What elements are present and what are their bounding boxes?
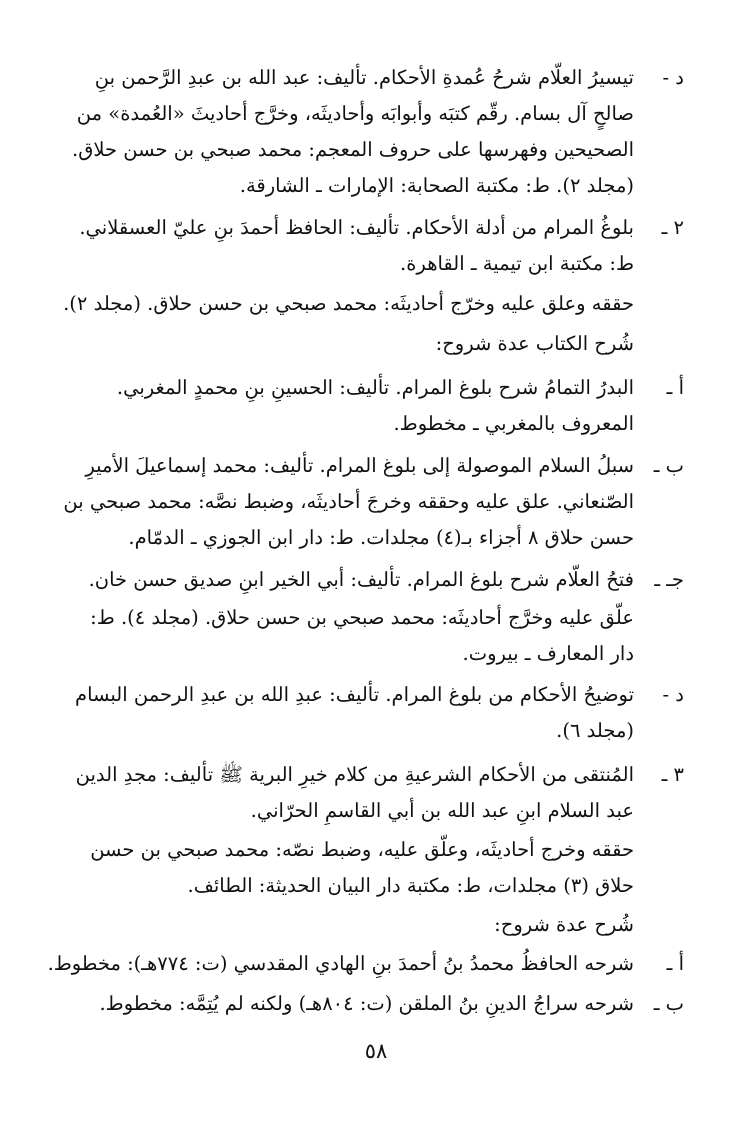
entry-text: صالحٍ آل بسام. رقّم كتبَه وأبوابَه وأحاديثَه، وخرَّج أحاديثَ «العُمدة» من	[76, 102, 634, 125]
entry-text: بلوغُ المرام من أدلة الأحكام. تأليف: الحافظ أحمدَ بنِ عليّ العسقلاني.	[79, 216, 634, 239]
entry-text: الصحيحين وفهرسها على حروف المعجم: محمد صبحي بن حسن حلاق.	[72, 138, 634, 161]
entry-line	[70, 370, 684, 406]
entry-line	[70, 246, 684, 282]
entry-text: شُرح الكتاب عدة شروح:	[435, 332, 634, 355]
entry-text: حلاق (٣) مجلدات، ط: مكتبة دار البيان الحديثة: الطائف.	[187, 874, 634, 897]
entry-text: حسن حلاق ٨ أجزاء بـ(٤) مجلدات. ط: دار ابن الجوزي ـ الدمّام.	[128, 526, 634, 549]
entry-marker: جـ ـ	[654, 568, 684, 591]
entry-line	[70, 986, 684, 1022]
entry-line	[63, 286, 684, 322]
entry-line	[70, 600, 684, 636]
entry-marker: ب ـ	[653, 992, 684, 1015]
entry-marker: ٢ ـ	[661, 216, 684, 239]
entry-line	[70, 168, 684, 204]
entry-text: توضيحُ الأحكام من بلوغ المرام. تأليف: عبدِ الله بن عبدِ الرحمن البسام	[75, 683, 634, 706]
entry-text: (مجلد ٦).	[556, 719, 634, 742]
entry-text: عبد السلام ابنِ عبد الله بن أبي القاسمِ الحرّاني.	[250, 799, 634, 822]
entry-line	[70, 757, 684, 793]
entry-line	[47, 946, 684, 982]
entry-text: البدرُ التمامُ شرح بلوغ المرام. تأليف: الحسينِ بنِ محمدٍ المغربي.	[116, 376, 634, 399]
entry-text: (مجلد ٢). ط: مكتبة الصحابة: الإمارات ـ الشارقة.	[239, 174, 634, 197]
entry-marker: أ ـ	[666, 952, 684, 975]
page-number: ٥٨	[364, 1039, 388, 1063]
entry-line	[70, 60, 684, 96]
entry-text: الصّنعاني. علق عليه وحققه وخرجَ أحاديثَه، وضبط نصَّه: محمد صبحي بن	[63, 490, 634, 513]
entry-text: المُنتقى من الأحكام الشرعيةِ من كلام خيرِ البرية ﷺ تأليف: مجدِ الدين	[75, 763, 634, 786]
entry-marker: ب ـ	[653, 454, 684, 477]
entry-text: شرحه سراجُ الدينِ بنُ الملقن (ت: ٨٠٤هـ) ولكنه لم يُتِمَّه: مخطوط.	[99, 992, 634, 1015]
entry-text: حققه وعلق عليه وخرّج أحاديثَه: محمد صبحي بن حسن حلاق. (مجلد ٢).	[63, 292, 634, 315]
entry-text: علّق عليه وخرَّج أحاديثَه: محمد صبحي بن حسن حلاق. (مجلد ٤). ط:	[90, 606, 634, 629]
entry-text: سبلُ السلام الموصولة إلى بلوغ المرام. تأليف: محمد إسماعيلَ الأميرِ	[85, 454, 634, 477]
entry-line	[70, 636, 684, 672]
entry-line	[70, 96, 684, 132]
entry-line	[70, 832, 684, 868]
entry-text: شرحه الحافظُ محمدُ بنُ أحمدَ بنِ الهادي المقدسي (ت: ٧٧٤هـ): مخطوط.	[47, 952, 634, 975]
entry-line	[70, 868, 684, 904]
entry-text: فتحُ العلّام شرح بلوغ المرام. تأليف: أبي الخير ابنِ صديق حسن خان.	[88, 568, 634, 591]
entry-text: شُرح عدة شروح:	[494, 913, 634, 936]
entry-line	[70, 326, 684, 362]
entry-line	[70, 907, 684, 943]
entry-line	[70, 406, 684, 442]
entry-line	[70, 210, 684, 246]
entry-line	[70, 448, 684, 484]
entry-line	[70, 793, 684, 829]
entry-text: حققه وخرج أحاديثَه، وعلّق عليه، وضبط نصّه: محمد صبحي بن حسن	[90, 838, 634, 861]
entry-text: ط: مكتبة ابن تيمية ـ القاهرة.	[400, 252, 634, 275]
entry-line	[70, 562, 684, 598]
entry-text: دار المعارف ـ بيروت.	[462, 642, 634, 665]
entry-marker: د -	[662, 66, 684, 89]
entry-marker: ٣ ـ	[661, 763, 684, 786]
entry-text: تيسيرُ العلّام شرحُ عُمدةِ الأحكام. تأليف: عبد الله بن عبدِ الرَّحمن بنِ	[94, 66, 634, 89]
entry-text: المعروف بالمغربي ـ مخطوط.	[393, 412, 634, 435]
entry-line	[70, 713, 684, 749]
entry-marker: أ ـ	[666, 376, 684, 399]
entry-line	[63, 484, 684, 520]
entry-line	[70, 132, 684, 168]
entry-marker: د -	[662, 683, 684, 706]
entry-line	[70, 520, 684, 556]
entry-line	[70, 677, 684, 713]
